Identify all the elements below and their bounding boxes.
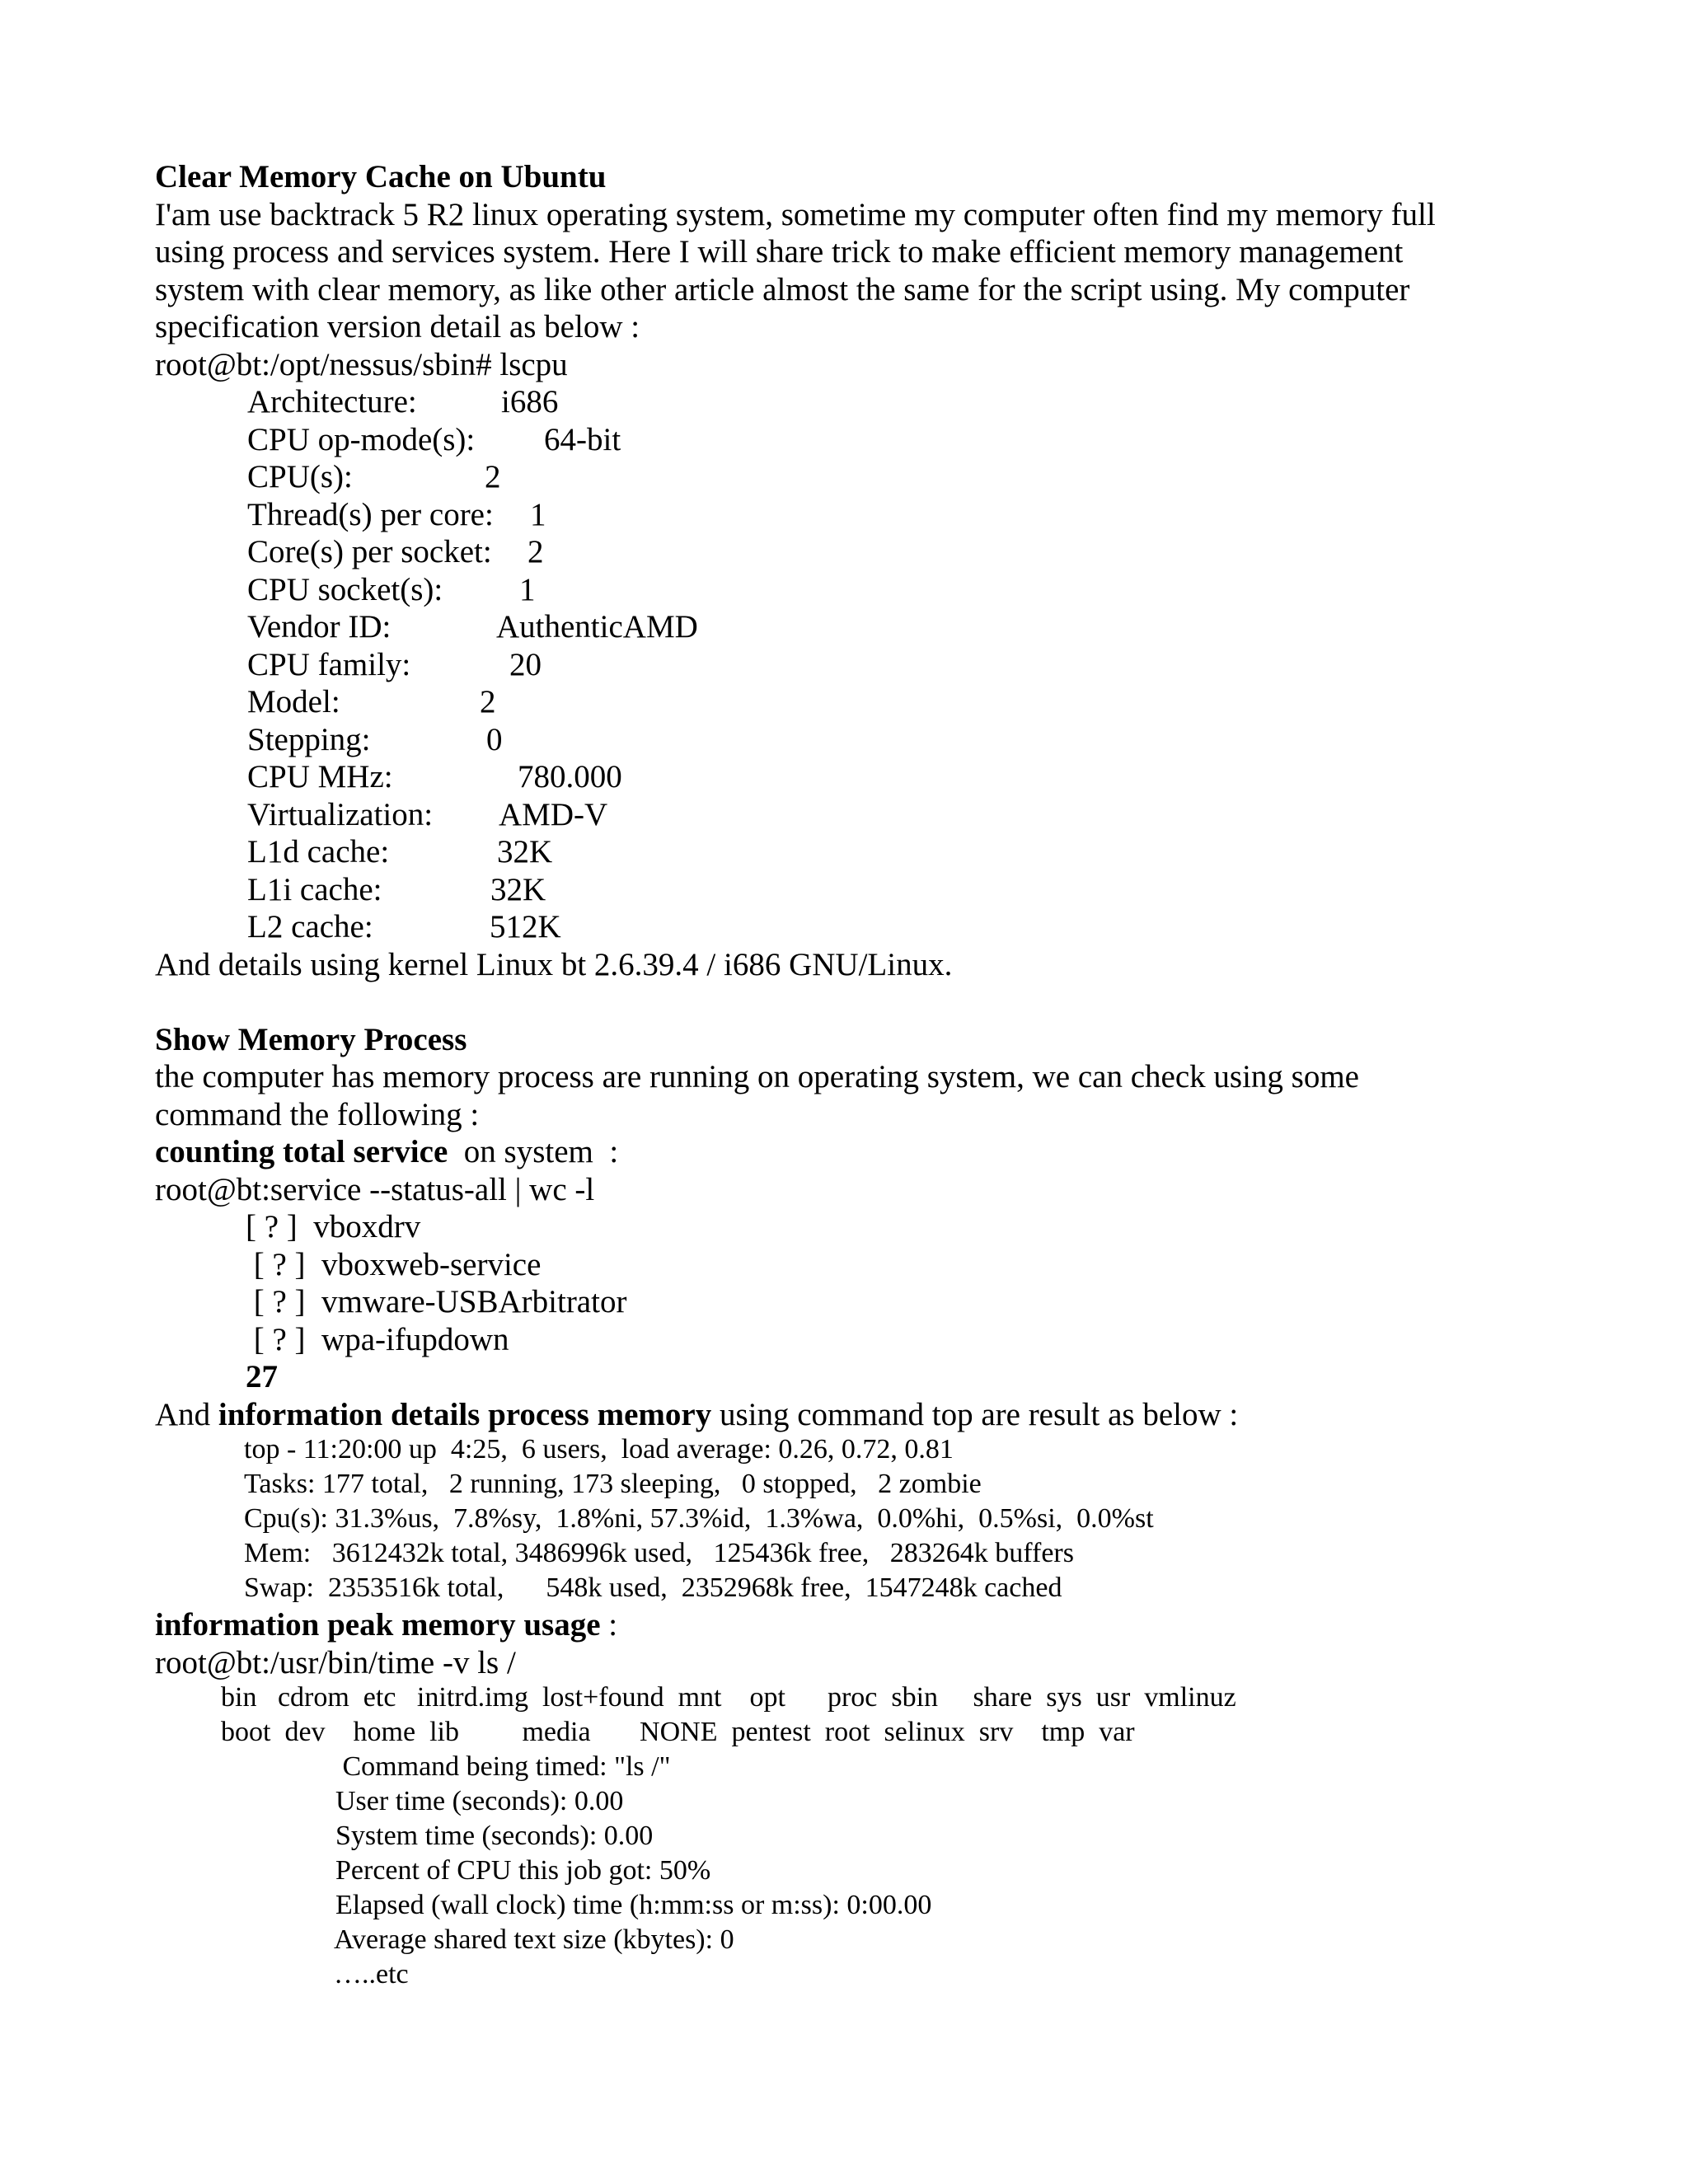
section-intro-line: command the following : — [155, 1097, 480, 1132]
info-bold: information details process memory — [218, 1397, 712, 1432]
counting-bold: counting total service — [155, 1134, 448, 1169]
info-heading — [155, 1399, 1238, 1431]
time-output-line: Elapsed (wall clock) time (h:mm:ss or m:ss): 0:00.00 — [335, 1890, 932, 1920]
lscpu-label: Vendor ID: — [247, 609, 392, 644]
lscpu-value: 0 — [486, 722, 503, 757]
time-command: root@bt:/usr/bin/time -v ls / — [155, 1645, 516, 1680]
lscpu-value: 2 — [485, 459, 501, 494]
lscpu-value: 780.000 — [518, 759, 622, 794]
time-output-line: Average shared text size (kbytes): 0 — [334, 1924, 734, 1955]
lscpu-label: CPU(s): — [247, 459, 353, 494]
ls-output-line: boot dev home lib media NONE pentest root selinux srv tmp var — [221, 1717, 1135, 1747]
lscpu-label: CPU MHz: — [247, 759, 393, 794]
lscpu-value: 1 — [530, 497, 546, 532]
info-post: using command top are result as below : — [711, 1397, 1239, 1432]
counting-rest: on system : — [448, 1134, 619, 1169]
page-title: Clear Memory Cache on Ubuntu — [155, 159, 607, 194]
lscpu-label: Stepping: — [247, 722, 371, 757]
lscpu-value: AuthenticAMD — [496, 609, 698, 644]
lscpu-value: 2 — [480, 684, 496, 719]
peak-rest: : — [600, 1607, 618, 1643]
service-command: root@bt:service --status-all | wc -l — [155, 1172, 595, 1207]
service-line: [ ? ] wpa-ifupdown — [246, 1322, 509, 1357]
intro-line: I'am use backtrack 5 R2 linux operating system, sometime my computer often find my memory full — [155, 197, 1436, 232]
lscpu-label: L1i cache: — [247, 872, 382, 907]
service-count: 27 — [246, 1359, 278, 1394]
top-output-line: top - 11:20:00 up 4:25, 6 users, load average: 0.26, 0.72, 0.81 — [244, 1434, 954, 1465]
peak-heading — [155, 1609, 617, 1641]
lscpu-label: Virtualization: — [247, 797, 434, 832]
time-output-line: …..etc — [334, 1959, 409, 1990]
lscpu-label: Core(s) per socket: — [247, 534, 492, 569]
lscpu-label: L1d cache: — [247, 834, 390, 869]
lscpu-label: CPU op-mode(s): — [247, 422, 476, 457]
lscpu-value: i686 — [501, 384, 559, 419]
top-output-line: Cpu(s): 31.3%us, 7.8%sy, 1.8%ni, 57.3%id, 1.3%wa, 0.0%hi, 0.5%si, 0.0%st — [244, 1503, 1154, 1534]
time-output-line: System time (seconds): 0.00 — [335, 1821, 654, 1851]
section-title: Show Memory Process — [155, 1022, 467, 1057]
lscpu-value: 32K — [497, 834, 553, 869]
lscpu-value: 2 — [528, 534, 544, 569]
peak-bold: information peak memory usage — [155, 1607, 601, 1643]
time-output-line: Command being timed: "ls /" — [335, 1751, 671, 1782]
top-output-line: Mem: 3612432k total, 3486996k used, 125436k free, 283264k buffers — [244, 1538, 1074, 1568]
lscpu-label: CPU socket(s): — [247, 572, 443, 607]
lscpu-value: 512K — [490, 909, 561, 944]
lscpu-label: L2 cache: — [247, 909, 373, 944]
lscpu-label: Model: — [247, 684, 340, 719]
time-output-line: Percent of CPU this job got: 50% — [335, 1855, 711, 1886]
intro-line: system with clear memory, as like other article almost the same for the script using. My computer — [155, 272, 1410, 307]
info-pre: And — [155, 1397, 218, 1432]
lscpu-command: root@bt:/opt/nessus/sbin# lscpu — [155, 347, 568, 382]
ls-output-line: bin cdrom etc initrd.img lost+found mnt opt proc sbin share sys usr vmlinuz — [221, 1682, 1236, 1713]
lscpu-value: 64-bit — [544, 422, 621, 457]
intro-line: using process and services system. Here I will share trick to make efficient memory management — [155, 234, 1404, 269]
lscpu-value: 20 — [509, 647, 542, 682]
time-output-line: User time (seconds): 0.00 — [335, 1786, 624, 1816]
top-output-line: Swap: 2353516k total, 548k used, 2352968k free, 1547248k cached — [244, 1572, 1062, 1603]
lscpu-value: 32K — [490, 872, 546, 907]
lscpu-value: 1 — [519, 572, 536, 607]
kernel-line: And details using kernel Linux bt 2.6.39.4 / i686 GNU/Linux. — [155, 947, 953, 982]
service-line: [ ? ] vboxdrv — [246, 1209, 421, 1244]
section-intro-line: the computer has memory process are running on operating system, we can check using some — [155, 1059, 1359, 1094]
top-output-line: Tasks: 177 total, 2 running, 173 sleeping, 0 stopped, 2 zombie — [244, 1469, 982, 1499]
service-line: [ ? ] vboxweb-service — [246, 1247, 542, 1282]
lscpu-label: Thread(s) per core: — [247, 497, 494, 532]
intro-line: specification version detail as below : — [155, 309, 640, 344]
lscpu-label: Architecture: — [247, 384, 417, 419]
lscpu-value: AMD-V — [499, 797, 608, 832]
service-line: [ ? ] vmware-USBArbitrator — [246, 1284, 627, 1319]
counting-heading — [155, 1136, 618, 1168]
lscpu-label: CPU family: — [247, 647, 411, 682]
